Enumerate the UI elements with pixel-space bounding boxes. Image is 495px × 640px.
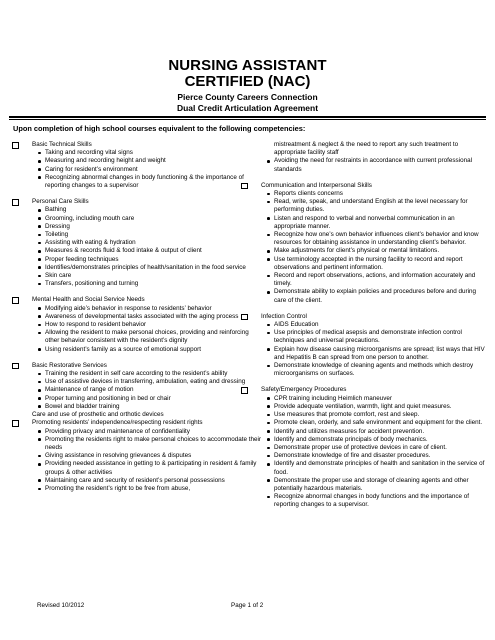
list-item: Make adjustments for client’s physical or mental limitations. [267,247,485,255]
section-title: Personal Care Skills [32,198,89,206]
list-item: Explain how disease causing microorganisms are spread; list ways that HIV and Hepatitis B can spread from one person to another. [267,346,485,362]
list-item: Demonstrate the proper use and storage of cleaning agents and other potentially hazardous materials. [267,477,485,493]
list-item: Measures & records fluid & food intake & output of client [38,247,264,255]
left-column [32,141,264,501]
list-item: Proper feeding techniques [38,256,264,264]
section-title: Mental Health and Social Service Needs [32,296,145,304]
list-item: Maintaining care and security of resident’s personal possessions [38,477,264,485]
organization-name: Pierce County Careers Connection [177,92,318,102]
list-item: Skin care [38,272,264,280]
list-item: Demonstrate ability to explain policies and procedures before and during care of the client. [267,288,485,304]
checkbox-infection-control[interactable] [241,314,248,321]
right-column [261,141,485,518]
section-title: Basic Restorative Services [32,361,107,369]
list-item: Use terminology accepted in the nursing facility to record and report observations and pertinent information. [267,256,485,272]
intro-statement: Upon completion of high school courses equivalent to the following competencies: [13,124,306,133]
checkbox-restorative[interactable] [12,363,19,370]
list-item: CPR training including Heimlich maneuver [267,395,485,403]
checkbox-personal-care[interactable] [12,199,19,206]
list-item: Transfers, positioning and turning [38,280,264,288]
list-item: Toileting [38,231,264,239]
section-title: Promoting residents’ independence/respecting resident rights [32,419,203,427]
list-item: Recognize how one’s own behavior influences client’s behavior and know resources for obtaining assistance in understanding client’s behavior. [267,231,485,247]
checkbox-resident-rights[interactable] [12,420,19,427]
revision-date: Revised 10/2012 [37,602,85,609]
section-resident-rights [32,419,264,493]
checkbox-safety[interactable] [241,387,248,394]
list-item: Recognizing abnormal changes in body functioning & the importance of reporting changes to a supervisor [38,174,264,190]
list-item: Modifying aide’s behavior in response to residents’ behavior [38,305,264,313]
list-item: Proper turning and positioning in bed or chair [38,395,264,403]
list-item: Avoiding the need for restraints in accordance with current professional standards [267,157,485,173]
list-item: Listen and respond to verbal and nonverbal communication in an appropriate manner. [267,215,485,231]
list-item: Grooming, including mouth care [38,215,264,223]
list-item: Taking and recording vital signs [38,149,264,157]
document-title-line2: CERTIFIED (NAC) [184,73,311,90]
list-item: Maintenance of range of motion [38,386,264,394]
page-number: Page 1 of 2 [231,602,264,609]
list-item: Allowing the resident to make personal choices, providing and reinforcing other behavior consistent with the resident’s dignity [38,329,264,345]
list-item: Promoting the residents right to make personal choices to accommodate their needs [38,436,264,452]
list-item: Reports clients concerns [267,190,485,198]
list-item: Giving assistance in resolving grievances & disputes [38,452,264,460]
list-item: Caring for resident’s environment [38,166,264,174]
list-item: Demonstrate knowledge of fire and disaster procedures. [267,452,485,460]
list-item: Identifies/demonstrates principles of health/sanitation in the food service [38,264,264,272]
checkbox-mental-health[interactable] [12,297,19,304]
list-item: Providing needed assistance in getting to & participating in resident & family groups & other activities [38,460,264,476]
section-title: Infection Control [261,312,307,320]
list-item: Demonstrate knowledge of cleaning agents and methods which destroy microorganisms on surfaces. [267,362,485,378]
continued-text: mistreatment & neglect & the need to report any such treatment to appropriate facility staff [274,141,459,157]
competency-list [32,206,264,288]
section-safety [261,386,485,509]
list-item: Record and report observations, actions, and information accurately and timely. [267,272,485,288]
section-title: Communication and Interpersonal Skills [261,181,372,189]
header-divider [9,116,486,118]
section-title: Safety/Emergency Procedures [261,386,347,394]
list-item: Provide adequate ventilation, warmth, light and quiet measures. [267,403,485,411]
section-communication [261,182,485,305]
list-item: Training the resident in self care according to the resident’s ability [38,370,264,378]
list-item: Identify and utilizes measures for accident prevention. [267,428,485,436]
list-item: Bowel and bladder training [38,403,264,411]
list-item: AIDS Education [267,321,485,329]
competency-list [261,157,485,173]
competency-list [261,190,485,305]
list-item: Identify and demonstrate principles of health and sanitation in the service of food. [267,460,485,476]
competency-list [261,395,485,510]
plain-line: Care and use of prosthetic and orthotic devices [32,411,164,419]
list-item: Awareness of developmental tasks associated with the aging process [38,313,264,321]
competency-list [32,370,264,411]
list-item: How to respond to resident behavior [38,321,264,329]
list-item: Identify and demonstrate principals of body mechanics. [267,436,485,444]
list-item: Use of assistive devices in transferring, ambulation, eating and dressing [38,378,264,386]
list-item: Measuring and recording height and weight [38,157,264,165]
section-infection-control [261,313,485,379]
checkbox-basic-technical[interactable] [12,142,19,149]
section-basic-technical [32,141,264,190]
list-item: Bathing [38,206,264,214]
header-divider-thin [9,119,486,120]
list-item: Dressing [38,223,264,231]
list-item: Use principles of medical asepsis and demonstrate infection control techniques and universal precautions. [267,329,485,345]
list-item: Promote clean, orderly, and safe environment and equipment for the client. [267,419,485,427]
list-item: Promoting the resident’s right to be free from abuse, [38,485,264,493]
list-item: Use measures that promote comfort, rest and sleep. [267,411,485,419]
list-item: Demonstrate proper use of protective devices in care of client. [267,444,485,452]
competency-list [261,321,485,378]
list-item: Read, write, speak, and understand English at the level necessary for performing duties. [267,198,485,214]
section-mental-health [32,296,264,353]
list-item: Using resident’s family as a source of emotional support [38,346,264,354]
checkbox-communication[interactable] [241,183,248,190]
competency-list [32,149,264,190]
document-title: NURSING ASSISTANT [168,57,327,74]
list-item: Assisting with eating & hydration [38,239,264,247]
section-rights-continued [261,141,485,174]
section-personal-care [32,198,264,288]
section-title: Basic Technical Skills [32,141,92,148]
list-item: Providing privacy and maintenance of confidentiality [38,428,264,436]
competency-list [32,305,264,354]
list-item: Recognize abnormal changes in body functions and the importance of reporting changes to a supervisor. [267,493,485,509]
competency-list [32,428,264,494]
agreement-name: Dual Credit Articulation Agreement [176,103,319,113]
section-restorative [32,362,264,419]
